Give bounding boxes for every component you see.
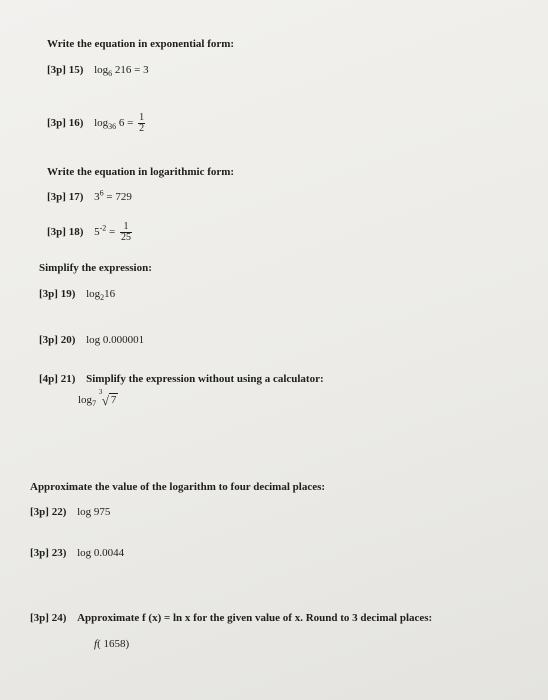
problem-17-expression: $3^6 = 729$ [94, 188, 132, 203]
problem-24 [30, 612, 432, 624]
section-heading-approximate: Approximate the value of the logarithm to four decimal places: [30, 481, 326, 493]
problem-22-expression: log 975 [77, 506, 111, 518]
problem-16 [47, 113, 145, 134]
problem-20-label: [3p] 20) [39, 334, 76, 346]
problem-21-instruction: Simplify the expression without using a calculator: [86, 373, 324, 385]
problem-15 [47, 64, 149, 79]
problem-23-label: [3p] 23) [30, 547, 67, 559]
problem-16-fraction: $\frac{1}{2}$ [139, 112, 145, 134]
problem-15-label: [3p] 15) [47, 64, 84, 76]
problem-18 [47, 222, 132, 243]
problem-21-expression: $\log_7$ 3 √ 7 [78, 388, 117, 409]
problem-19-label: [3p] 19) [39, 288, 76, 300]
problem-20-expression: log 0.000001 [86, 334, 145, 346]
cube-root: 3 √ 7 [98, 388, 117, 408]
problem-17-label: [3p] 17) [47, 191, 84, 203]
problem-18-label: [3p] 18) [47, 226, 84, 239]
problem-24-label: [3p] 24) [30, 612, 67, 624]
problem-15-expression: $\log_6 216 = 3$ [94, 64, 149, 79]
problem-23 [30, 547, 124, 559]
section-heading-simplify: Simplify the expression: [39, 262, 152, 274]
problem-22-label: [3p] 22) [30, 506, 67, 518]
problem-21 [39, 373, 324, 385]
problem-18-expression: $5^{-2}$ = $\frac{1}{25}$ [94, 221, 131, 243]
radical-icon: √ [101, 393, 109, 408]
problem-20 [39, 334, 144, 346]
problem-16-expression: $\log_{36} 6$ = $\frac{1}{2}$ [94, 112, 145, 134]
problem-19 [39, 288, 116, 303]
problem-24-instruction: Approximate f (x) = ln x for the given value of x. Round to 3 decimal places: [77, 612, 433, 624]
problem-19-expression: $\log_216$ [86, 288, 116, 303]
problem-16-label: [3p] 16) [47, 117, 84, 130]
problem-21-label: [4p] 21) [39, 373, 76, 385]
problem-22 [30, 506, 110, 518]
problem-23-expression: log 0.0044 [77, 547, 125, 559]
section-heading-logarithmic: Write the equation in logarithmic form: [47, 166, 235, 178]
problem-17 [47, 188, 132, 203]
problem-24-expression: f( 1658) [94, 638, 130, 650]
problem-18-fraction: $\frac{1}{25}$ [121, 221, 131, 243]
section-heading-exponential: Write the equation in exponential form: [47, 38, 235, 50]
